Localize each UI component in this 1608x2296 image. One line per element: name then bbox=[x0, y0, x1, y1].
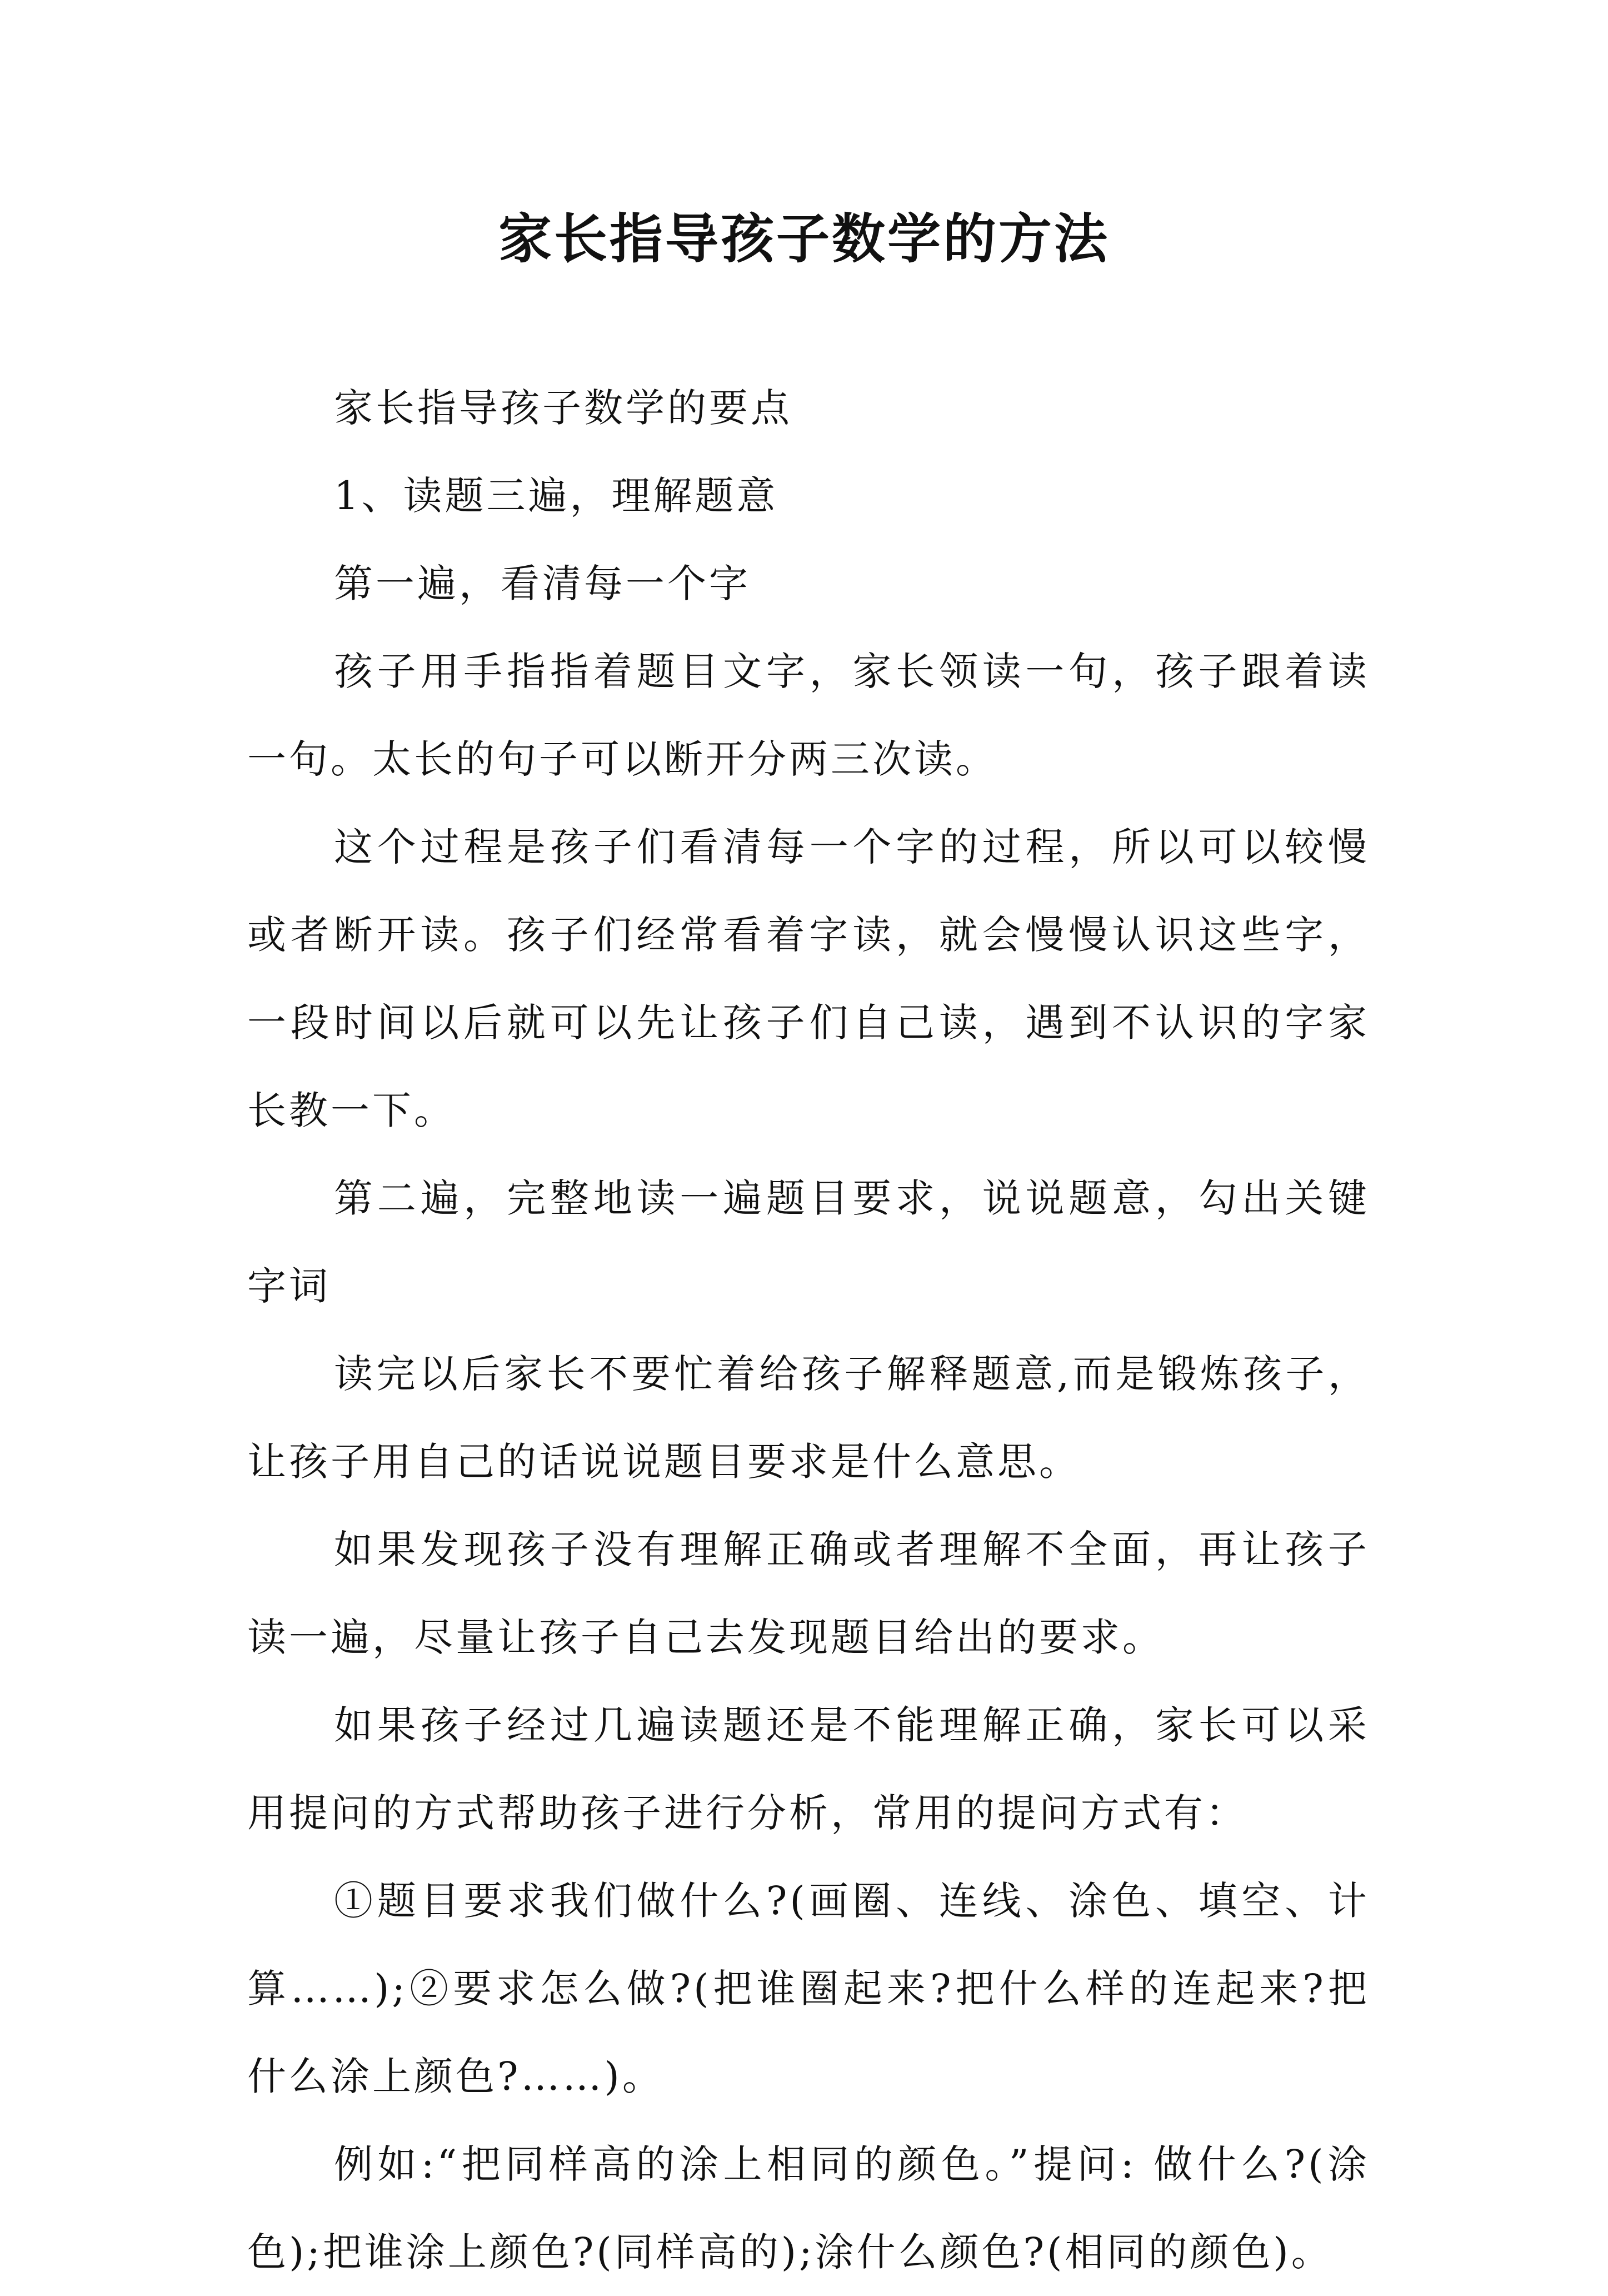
paragraph-subheading: 第二遍，完整地读一遍题目要求，说说题意，勾出关键字词 bbox=[247, 1176, 1370, 1309]
paragraph: 这个过程是孩子们看清每一个字的过程，所以可以较慢或者断开读。孩子们经常看着字读，就会慢慢认识这些字，一段时间以后就可以先让孩子们自己读，遇到不认识的字家长教一下。 bbox=[247, 824, 1370, 1133]
paragraph-heading: 家长指导孩子数学的要点 bbox=[334, 385, 792, 431]
paragraph: 如果发现孩子没有理解正确或者理解不全面，再让孩子读一遍，尽量让孩子自己去发现题目给出的要求。 bbox=[247, 1527, 1370, 1660]
document-body bbox=[247, 364, 1370, 2296]
document-title: 家长指导孩子数学的方法 bbox=[498, 207, 1110, 270]
paragraph-subheading: 第一遍，看清每一个字 bbox=[334, 561, 751, 606]
paragraph: 如果孩子经过几遍读题还是不能理解正确，家长可以采用提问的方式帮助孩子进行分析，常用的提问方式有： bbox=[247, 1702, 1370, 1836]
paragraph: 孩子用手指指着题目文字，家长领读一句，孩子跟着读一句。太长的句子可以断开分两三次读。 bbox=[247, 649, 1370, 782]
paragraph: 读完以后家长不要忙着给孩子解释题意,而是锻炼孩子，让孩子用自己的话说说题目要求是什么意思。 bbox=[247, 1351, 1370, 1485]
paragraph: 例如:“把同样高的涂上相同的颜色。”提问: 做什么?(涂色);把谁涂上颜色?(同样高的);涂什么颜色?(相同的颜色)。 bbox=[247, 2141, 1370, 2275]
paragraph: ①题目要求我们做什么?(画圈、连线、涂色、填空、计算……);②要求怎么做?(把谁圈起来?把什么样的连起来?把什么涂上颜色?……)。 bbox=[247, 1878, 1370, 2099]
paragraph-section-title: 1、读题三遍，理解题意 bbox=[334, 473, 778, 519]
